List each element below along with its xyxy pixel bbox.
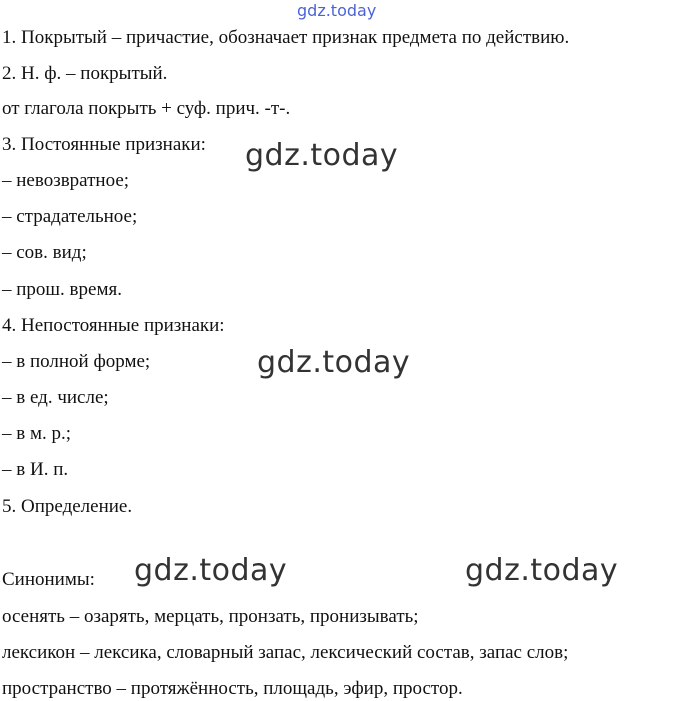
text-line-14: 5. Определение. xyxy=(2,496,133,517)
watermark-3: gdz.today xyxy=(134,553,288,588)
text-line-5: – невозвратное; xyxy=(2,170,130,191)
text-line-6: – страдательное; xyxy=(2,206,138,227)
text-line-9: 4. Непостоянные признаки: xyxy=(2,315,225,336)
text-line-12: – в м. р.; xyxy=(2,423,72,444)
text-line-17: лексикон – лексика, словарный запас, лексический состав, запас слов; xyxy=(2,642,569,663)
watermark-top: gdz.today xyxy=(297,1,377,20)
text-line-16: осенять – озарять, мерцать, пронзать, пронизывать; xyxy=(2,606,419,627)
text-line-2: 2. Н. ф. – покрытый. xyxy=(2,63,168,84)
text-line-11: – в ед. числе; xyxy=(2,387,109,408)
watermark-4: gdz.today xyxy=(465,553,619,588)
text-line-8: – прош. время. xyxy=(2,279,122,300)
watermark-2: gdz.today xyxy=(257,345,411,380)
text-line-13: – в И. п. xyxy=(2,459,69,480)
text-line-10: – в полной форме; xyxy=(2,351,151,372)
text-line-3: от глагола покрыть + суф. прич. -т-. xyxy=(2,98,291,119)
text-line-18: пространство – протяжённость, площадь, эфир, простор. xyxy=(2,678,463,699)
text-line-1: 1. Покрытый – причастие, обозначает признак предмета по действию. xyxy=(2,27,570,48)
text-line-15: Синонимы: xyxy=(2,569,95,590)
text-line-7: – сов. вид; xyxy=(2,242,87,263)
text-line-4: 3. Постоянные признаки: xyxy=(2,134,206,155)
watermark-1: gdz.today xyxy=(245,138,399,173)
